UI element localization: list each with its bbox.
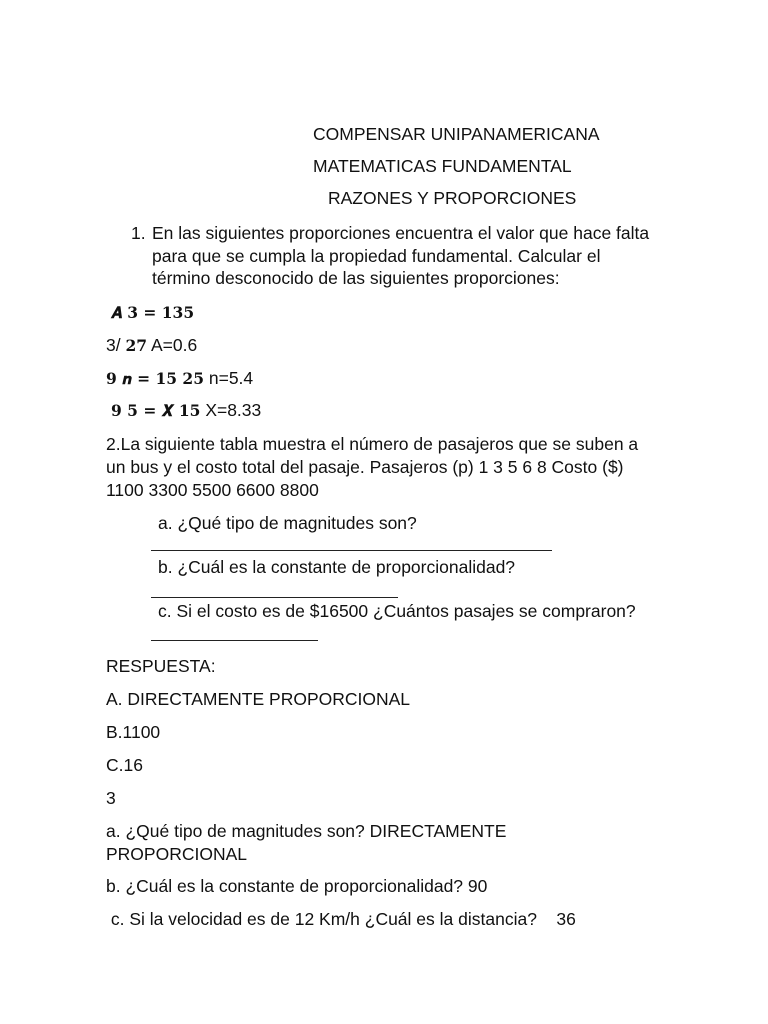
q1-line-3: término desconocido de las siguientes proporciones: [152,268,560,288]
q2-line-2: un bus y el costo total del pasaje. Pasajeros (p) 1 3 5 6 8 Costo ($) [106,457,624,477]
answer-blank-b [151,597,398,598]
header-topic: RAZONES Y PROPORCIONES [328,188,577,208]
header-institution: COMPENSAR UNIPANAMERICANA [313,124,600,144]
header-course: MATEMATICAS FUNDAMENTAL [313,156,572,176]
proportion-3 [106,367,253,390]
respuesta-a: A. DIRECTAMENTE PROPORCIONAL [106,689,411,709]
proportion-1 [111,301,194,324]
q1-number: 1. [131,223,146,243]
q3-b: b. ¿Cuál es la constante de proporcionalidad? 90 [106,876,488,896]
proportion-answer: X=8.33 [205,400,262,420]
respuesta-title: RESPUESTA: [106,656,216,676]
q2-line-3: 1100 3300 5500 6600 8800 [106,480,319,500]
q3-number: 3 [106,788,116,808]
q3-a-line-2: PROPORCIONAL [106,844,247,864]
proportion-answer: A=0.6 [150,335,198,355]
q2-item-b: b. ¿Cuál es la constante de proporcionalidad? [158,557,516,577]
answer-blank-a [151,550,552,551]
respuesta-b: B.1100 [106,722,161,742]
q2-line-1: 2.La siguiente tabla muestra el número de pasajeros que se suben a [106,434,639,454]
proportion-math: 𝟐𝟕 [125,336,148,355]
proportion-math: 𝟗 𝟓 = 𝑿 𝟏𝟓 [111,401,201,420]
proportion-4 [111,399,261,422]
proportion-2 [106,334,197,357]
answer-blank-c [151,640,318,641]
q1-line-2: para que se cumpla la propiedad fundamental. Calcular el [152,246,601,266]
q3-a-line-1: a. ¿Qué tipo de magnitudes son? DIRECTAMENTE [106,821,507,841]
proportion-math: 𝟗 𝒏 = 𝟏𝟓 𝟐𝟓 [106,369,204,388]
proportion-answer: n=5.4 [208,368,254,388]
q2-item-a: a. ¿Qué tipo de magnitudes son? [158,513,417,533]
proportion-prefix: 3/ [106,335,121,355]
q2-item-c: c. Si el costo es de $16500 ¿Cuántos pasajes se compraron? [158,601,636,621]
respuesta-c: C.16 [106,755,143,775]
q1-line-1: En las siguientes proporciones encuentra el valor que hace falta [152,223,650,243]
proportion-math: 𝑨 𝟑 = 𝟏𝟑𝟓 [111,303,195,322]
q3-c: c. Si la velocidad es de 12 Km/h ¿Cuál es la distancia? 36 [106,909,576,929]
